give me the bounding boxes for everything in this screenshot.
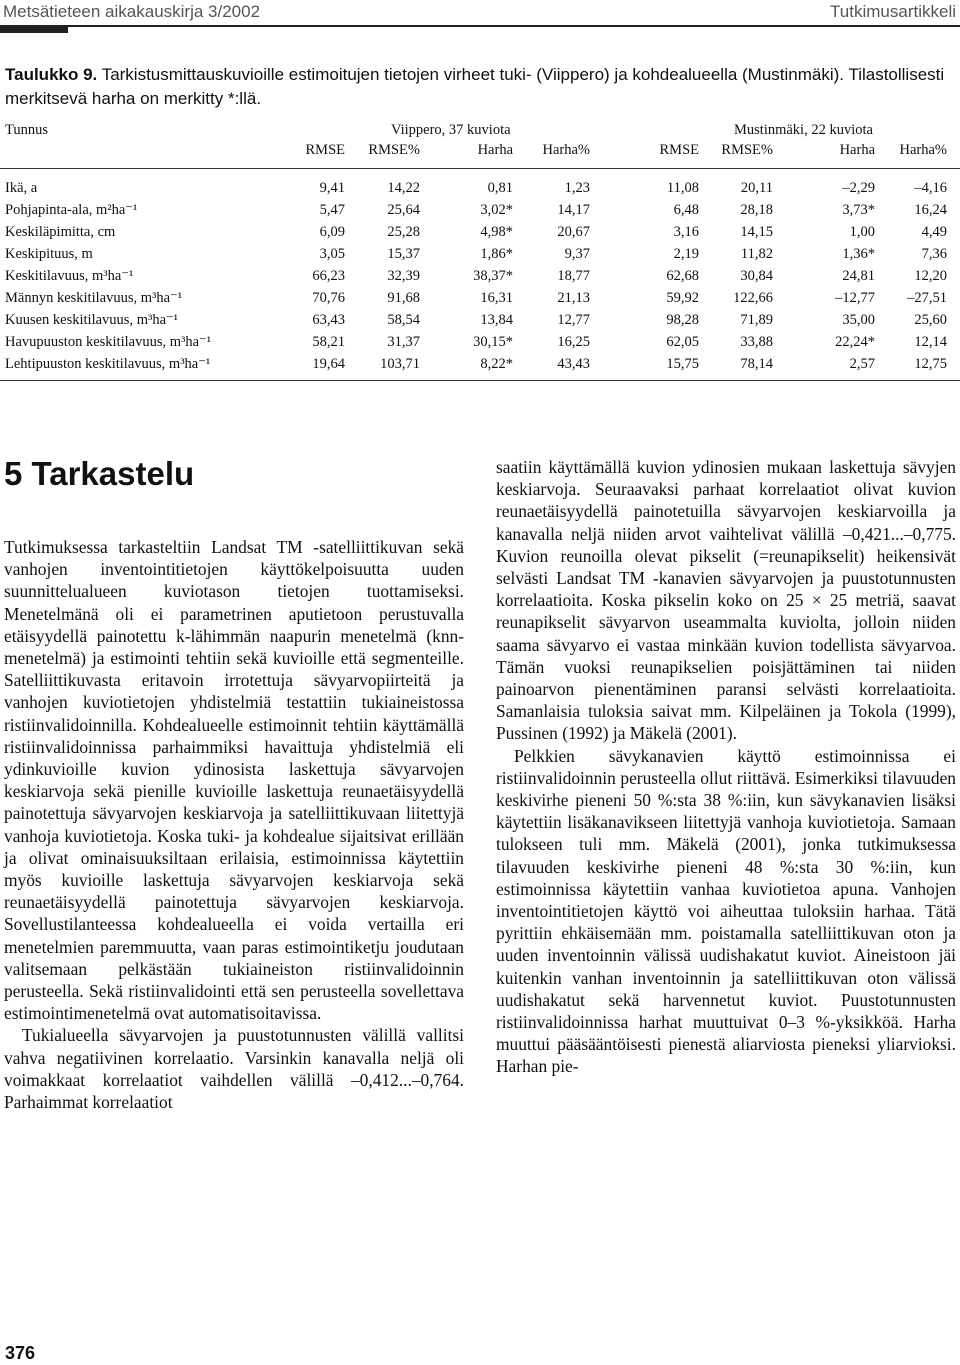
table-cell: 15,37: [387, 246, 420, 262]
table-cell: 31,37: [387, 334, 420, 350]
table-row: [0, 224, 960, 246]
table-cell: 59,92: [666, 290, 699, 306]
row-label: Keskipituus, m: [5, 246, 93, 262]
page-number: 376: [5, 1343, 36, 1363]
column-header: RMSE%: [721, 142, 773, 158]
header-rule-line: [0, 168, 960, 169]
table-label: Taulukko 9.: [5, 65, 98, 84]
table-cell: 33,88: [740, 334, 773, 350]
table-cell: 98,28: [666, 312, 699, 328]
table-cell: 1,86*: [480, 246, 513, 262]
table-cell: 16,25: [557, 334, 590, 350]
table-cell: 0,81: [487, 180, 513, 196]
left-text-column: [4, 536, 464, 1113]
table-cell: 18,77: [557, 268, 590, 284]
paragraph: saatiin käyttämällä kuvion ydinosien mukaan laskettuja sävyjen keskiarvoja. Seuraavaksi parhaat korrelaatiot olivat kuvion reunaetäisyydellä painotetuilla sävyarvojen keskiarvoilla ja kanavalla neljä niiden arvot vaihtelivat välillä –0,421...–0,775. Kuvion reunoilla olevat pikselit (=reunapikselit) heikensivät selvästi Landsat TM -kanavien sävyarvojen ja puustotunnusten korrelaatioita. Koska pikselin koko on 25 × 25 metriä, saavat reunapikselit sävyarvon useammalta kuviolta, jolloin niiden saama sävyarvo ei vastaa minkään kuvion todellista sävyarvoa. Tämän vuoksi reunapikselien poisjättäminen tai niiden painoarvon pienentäminen paransi selvästi korrelaatioita. Samanlaisia tuloksia saivat mm. Kilpeläinen ja Tokola (1999), Pussinen (1992) ja Mäkelä (2001).: [496, 457, 956, 744]
table-cell: 28,18: [740, 202, 773, 218]
table-cell: 13,84: [480, 312, 513, 328]
table-cell: 63,43: [312, 312, 345, 328]
table-cell: 14,15: [740, 224, 773, 240]
column-header: Harha: [839, 142, 875, 158]
table-cell: 38,37*: [473, 268, 513, 284]
table-cell: 3,16: [673, 224, 699, 240]
table-cell: 4,98*: [480, 224, 513, 240]
table-cell: 25,28: [387, 224, 420, 240]
article-type: Tutkimusartikkeli: [830, 2, 956, 21]
table-cell: 22,24*: [835, 334, 875, 350]
table-cell: 78,14: [740, 356, 773, 372]
table-cell: 32,39: [387, 268, 420, 284]
header-block-mark: [0, 25, 68, 33]
table-cell: 3,05: [319, 246, 345, 262]
paragraph: Tutkimuksessa tarkasteltiin Landsat TM -satelliittikuvan sekä vanhojen inventointitietojen käyttökelpoisuutta uuden suunnittelualueen kuviotason tietojen tuottamiseksi. Menetelmänä oli ei parametrinen aputietoon perustuvalla etäisyydellä painotettu k-lähimmän naapurin menetelmä (knn-menetelmä) ja estimointi tehtiin sekä kuvioille että segmenteille. Satelliittikuvasta eritavoin irrotettuja sävyarvopiirteitä ja vanhojen kuviotietojen yhdistelmiä testattiin tukiaineistossa ristiinvalidoinnilla. Kohdealueelle estimoinnit tehtiin käyttämällä ristiinvalidoinnissa parhaimmiksi havaittuja yhdistelmiä eli ydinkuvioille kuvion ydinosista laskettuja sävyarvojen keskiarvoja sekä pienille kuvioille laskettuja reunaetäisyydellä painotettuja sävyarvojen keskiarvoja ja satelliittikuvaan liitettyjä vanhoja kuviotietoja. Koska tuki- ja kohdealue sijaitsivat erillään ja olivat ominaisuuksiltaan erilaisia, estimoinnissa käytettiin myös kuvioille laskettuja sävyarvojen keskiarvoja sekä reunaetäisyydellä painotettuja sävyarvojen keskiarvoja. Sovellustilanteessa kohdealueella ei voida vertailla eri menetelmien paremmuutta, vaan paras estimointiketju joudutaan valitsemaan pelkästään tukiaineiston ristiinvalidoinnin perusteella. Sekä ristiinvalidointi että sen perusteella sovellettava estimointimenetelmä ovat automatisoitavissa.: [4, 537, 464, 1024]
column-header: RMSE%: [368, 142, 420, 158]
header-rule: [0, 25, 960, 27]
table-cell: 70,76: [312, 290, 345, 306]
table-cell: 14,17: [557, 202, 590, 218]
right-text-column: [496, 456, 956, 1078]
table-cell: 6,09: [319, 224, 345, 240]
table-cell: 16,24: [914, 202, 947, 218]
table-row: [0, 312, 960, 334]
table-cell: 9,37: [564, 246, 590, 262]
table-cell: 58,54: [387, 312, 420, 328]
table-cell: 5,47: [319, 202, 345, 218]
table-cell: 30,84: [740, 268, 773, 284]
table-cell: 19,64: [312, 356, 345, 372]
row-label: Havupuuston keskitilavuus, m³ha⁻¹: [5, 334, 212, 350]
table-row: [0, 290, 960, 312]
table-cell: –27,51: [907, 290, 947, 306]
table-cell: 14,22: [387, 180, 420, 196]
table-cell: 62,68: [666, 268, 699, 284]
running-header: [0, 0, 960, 26]
row-label: Männyn keskitilavuus, m³ha⁻¹: [5, 290, 183, 306]
row-label: Keskitilavuus, m³ha⁻¹: [5, 268, 134, 284]
table-caption: [5, 63, 955, 111]
table-cell: 15,75: [666, 356, 699, 372]
table-cell: 3,02*: [480, 202, 513, 218]
paragraph: Pelkkien sävykanavien käyttö estimoinnissa ei ristiinvalidoinnin perusteella ollut riittävä. Esimerkiksi tilavuuden keskivirhe pieneni 50 %:sta 38 %:iin, kun sävykanavien lisäksi käytettiin lisäkanavikseen liitettyjä vanhoja kuviotietoja. Samaan tulokseen tuli mm. Mäkelä (2001), jonka tutkimuksessa tilavuuden keskivirhe pieneni 48 %:sta 30 %:iin, kun estimoinnissa käytettiin vanhaa kuviotietoa apuna. Vanhojen inventointitietojen käyttö voi aiheuttaa tuloksiin harhaa. Tätä pyrittiin ehkäisemään mm. poistamalla satelliittikuvan oton ja uuden inventoinnin välissä uudishakatut kuviot. Aineistoon jäi kuitenkin vanhan inventoinnin ja satelliittikuvan oton välissä uudishakatut sekä harvennetut kuviot. Puustotunnusten ristiinvalidoinnissa harhat muuttuivat 0–3 %-yksikköä. Harha muuttui pääsääntöisesti pienestä aliarviosta pieneksi yliarvioksi. Harhan pie-: [496, 745, 956, 1077]
table-cell: 1,23: [564, 180, 590, 196]
section-title: 5 Tarkastelu: [4, 455, 195, 492]
table-cell: 1,00: [849, 224, 875, 240]
table-cell: 7,36: [921, 246, 947, 262]
table-bottom-rule: [0, 380, 960, 381]
table-cell: 16,31: [480, 290, 513, 306]
paragraph: Tukialueella sävyarvojen ja puustotunnusten välillä vallitsi vahva negatiivinen korrelaatio. Varsinkin kanavalla neljä oli voimakkaat korrelaatiot vaihdellen välillä –0,412...–0,764. Parhaimmat korrelaatiot: [4, 1025, 464, 1113]
table-cell: 25,60: [914, 312, 947, 328]
table-cell: 8,22*: [480, 356, 513, 372]
table-cell: 1,36*: [842, 246, 875, 262]
group-header-mustinmaki: Mustinmäki, 22 kuviota: [734, 122, 873, 138]
table-cell: 35,00: [842, 312, 875, 328]
table-cell: 20,67: [557, 224, 590, 240]
table-cell: 24,81: [842, 268, 875, 284]
table-cell: 12,77: [557, 312, 590, 328]
table-cell: 11,82: [740, 246, 773, 262]
table-cell: 66,23: [312, 268, 345, 284]
table-cell: 58,21: [312, 334, 345, 350]
table-cell: 91,68: [387, 290, 420, 306]
table-row: [0, 180, 960, 202]
column-header: RMSE: [305, 142, 345, 158]
table-cell: 43,43: [557, 356, 590, 372]
table-cell: 11,08: [666, 180, 699, 196]
table-cell: 25,64: [387, 202, 420, 218]
col-header-tunnus: Tunnus: [5, 122, 48, 138]
column-header: Harha%: [899, 142, 947, 158]
table-caption-text: Tarkistusmittauskuvioille estimoitujen tietojen virheet tuki- (Viippero) ja kohdealueella (Mustinmäki). Tilastollisesti merkitsevä harha on merkitty *:llä.: [5, 65, 945, 108]
row-label: Keskiläpimitta, cm: [5, 224, 116, 240]
table-cell: 6,48: [673, 202, 699, 218]
column-header: Harha: [477, 142, 513, 158]
row-label: Ikä, a: [5, 180, 38, 196]
table-row: [0, 334, 960, 356]
row-label: Pohjapinta-ala, m²ha⁻¹: [5, 202, 138, 218]
table-cell: 12,14: [914, 334, 947, 350]
table-cell: 9,41: [319, 180, 345, 196]
table-cell: 62,05: [666, 334, 699, 350]
row-label: Lehtipuuston keskitilavuus, m³ha⁻¹: [5, 356, 211, 372]
table-cell: 2,19: [673, 246, 699, 262]
journal-title: Metsätieteen aikakauskirja 3/2002: [3, 2, 261, 21]
table-cell: 30,15*: [473, 334, 513, 350]
table-row: [0, 356, 960, 378]
table-cell: 122,66: [733, 290, 773, 306]
table-cell: 12,75: [914, 356, 947, 372]
table-cell: 4,49: [921, 224, 947, 240]
column-header: Harha%: [542, 142, 590, 158]
table-row: [0, 202, 960, 224]
table-cell: 3,73*: [842, 202, 875, 218]
table-cell: 71,89: [740, 312, 773, 328]
table-row: [0, 268, 960, 290]
table-cell: –4,16: [914, 180, 947, 196]
table-cell: 20,11: [740, 180, 773, 196]
group-header-viippero: Viippero, 37 kuviota: [391, 122, 511, 138]
table-cell: 12,20: [914, 268, 947, 284]
table-cell: –2,29: [842, 180, 875, 196]
table-cell: 21,13: [557, 290, 590, 306]
table-row: [0, 246, 960, 268]
table-cell: 103,71: [380, 356, 420, 372]
row-label: Kuusen keskitilavuus, m³ha⁻¹: [5, 312, 179, 328]
column-header: RMSE: [659, 142, 699, 158]
table-cell: –12,77: [835, 290, 875, 306]
table-cell: 2,57: [849, 356, 875, 372]
